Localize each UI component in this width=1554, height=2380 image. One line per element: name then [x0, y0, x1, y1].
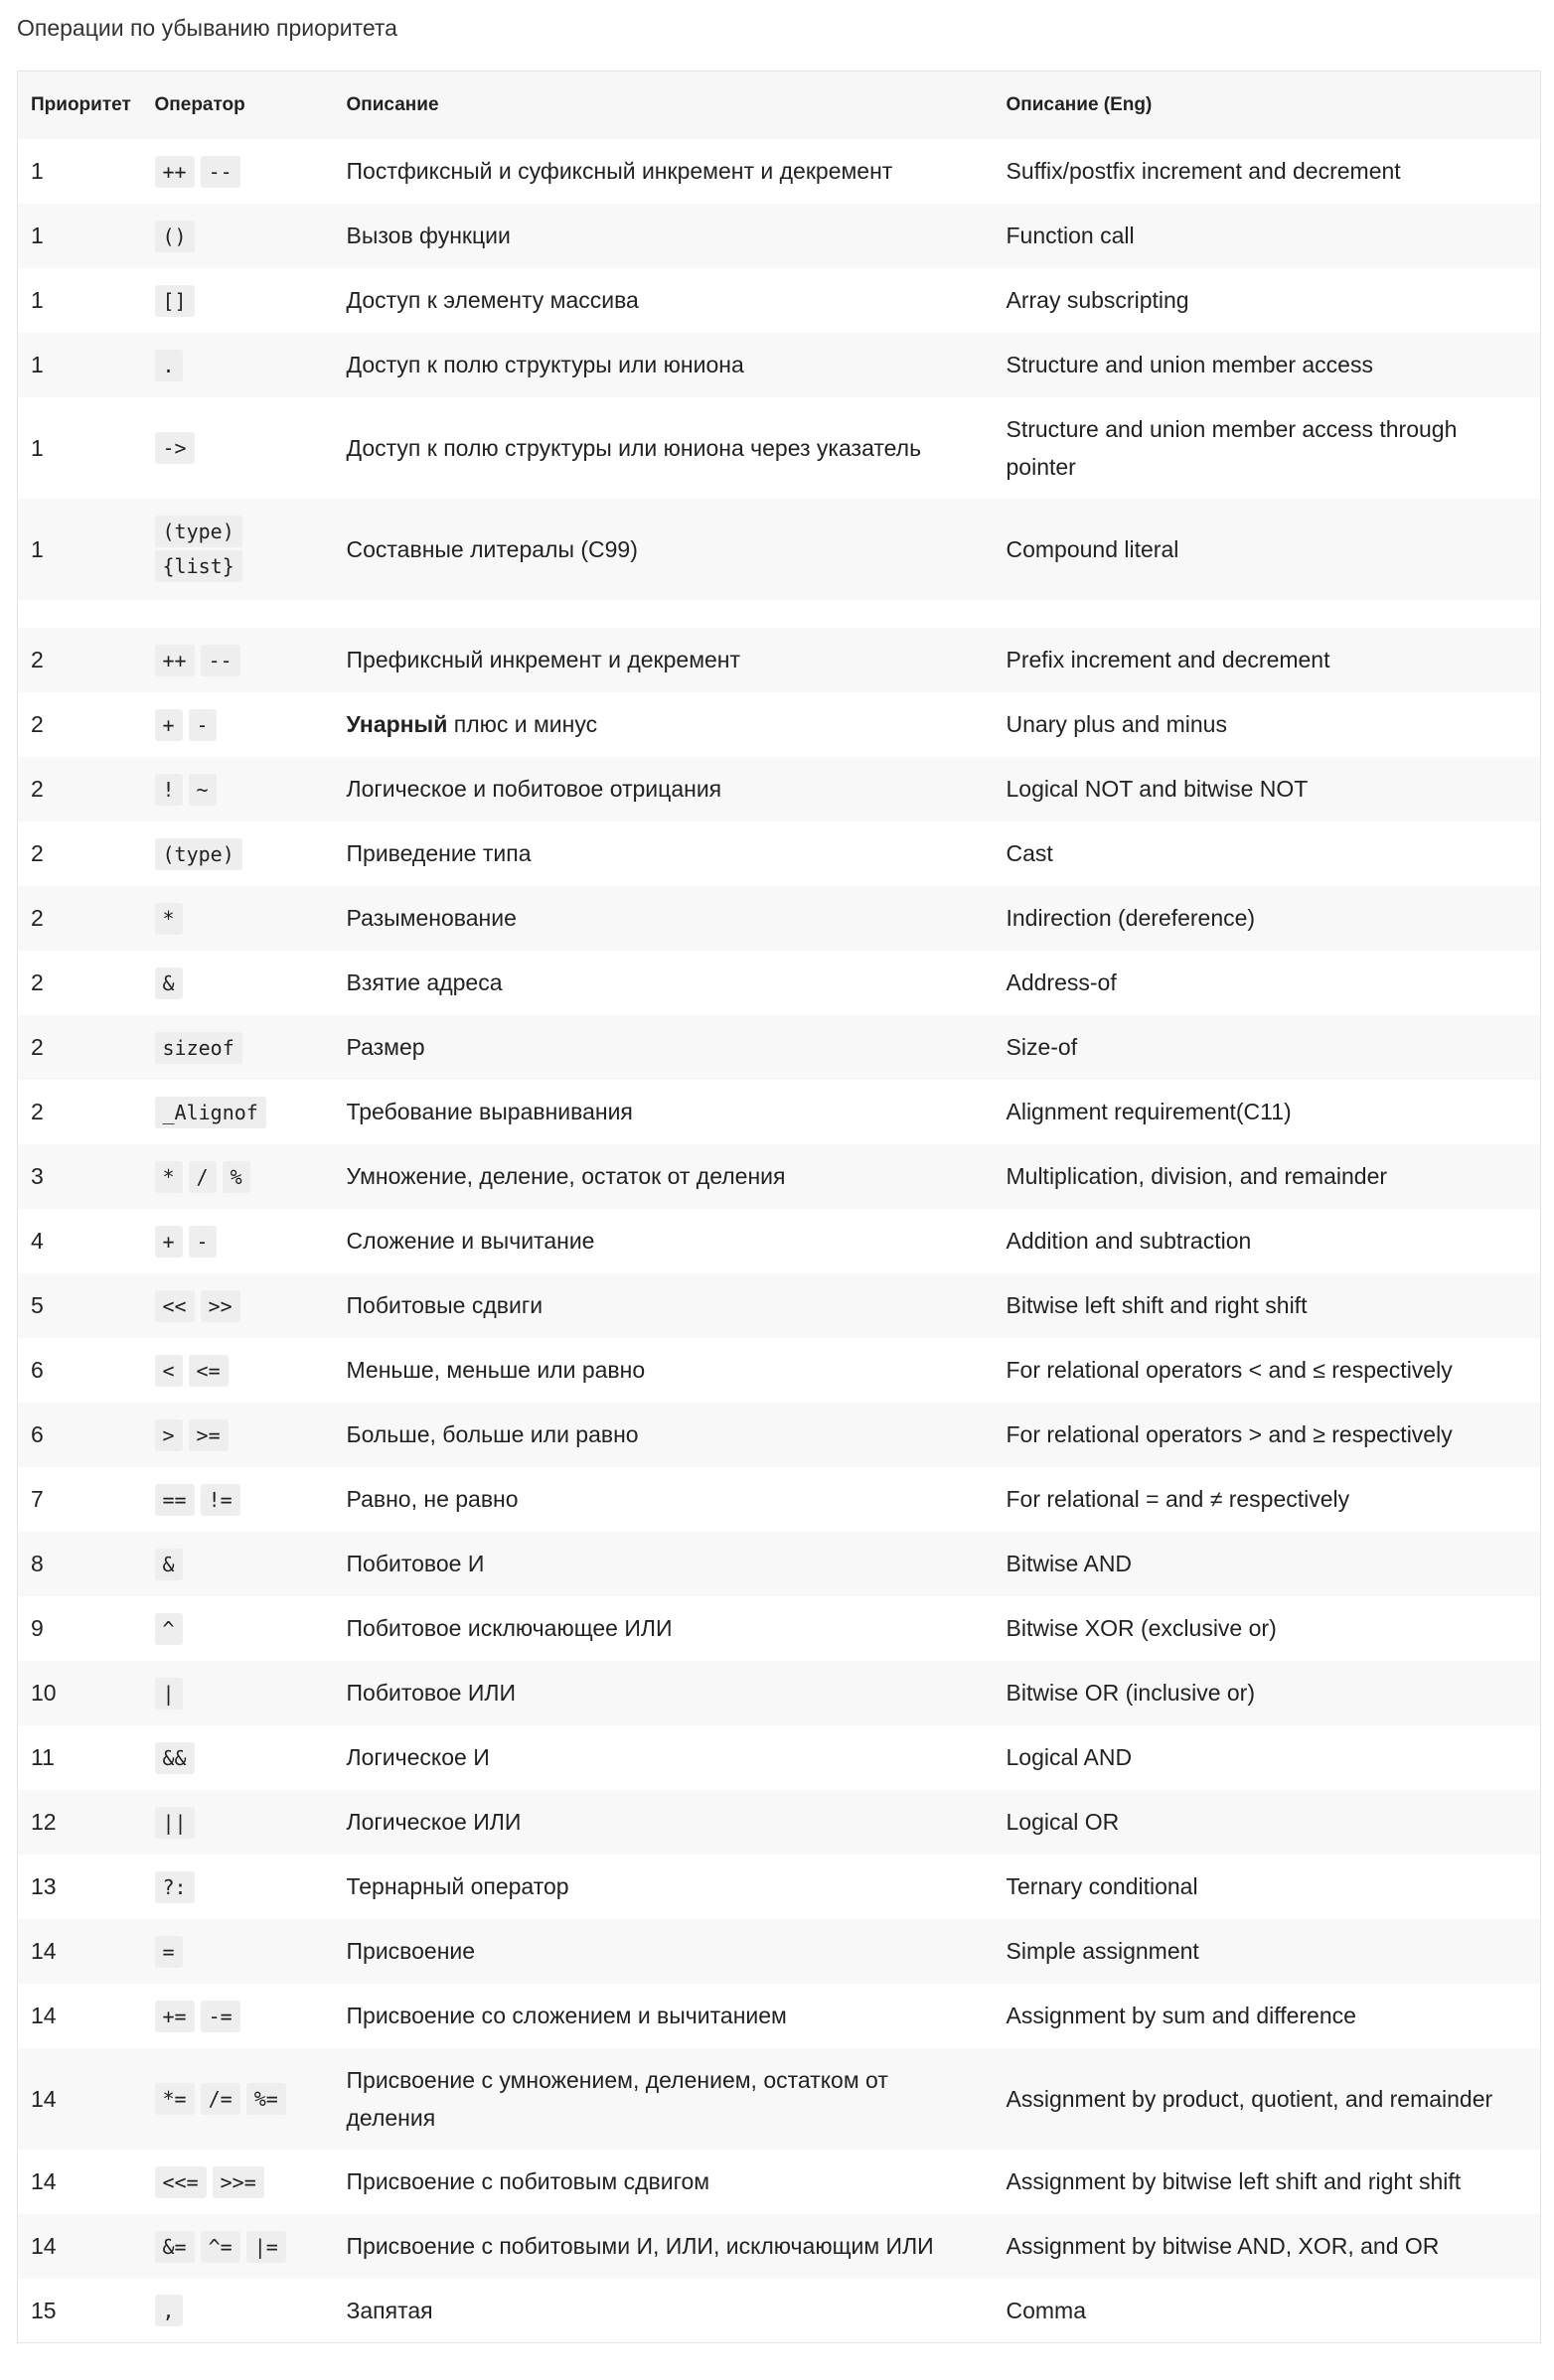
description-eng-cell: For relational = and ≠ respectively	[1006, 1486, 1350, 1512]
operator-cell	[142, 1661, 334, 1725]
table-spacer-row	[18, 600, 1541, 628]
operator-cell	[142, 204, 334, 268]
operator-code: (type)	[155, 838, 242, 870]
description-text: Присвоение с побитовым сдвигом	[346, 2168, 710, 2194]
description-cell	[334, 1661, 994, 1725]
description-text: плюс и минус	[447, 711, 598, 737]
operator-code: /=	[201, 2083, 240, 2115]
description-eng-cell: Logical AND	[1006, 1744, 1133, 1770]
priority-cell: 2	[31, 776, 44, 802]
description-eng-cell: Assignment by bitwise left shift and right shift	[1006, 2168, 1462, 2194]
operator-precedence-table	[17, 71, 1541, 2343]
operator-cell	[142, 499, 334, 600]
operator-code: &	[155, 967, 183, 999]
description-text: Логическое ИЛИ	[346, 1809, 522, 1835]
description-eng-cell: Suffix/postfix increment and decrement	[1006, 158, 1401, 184]
table-row	[18, 2150, 1541, 2214]
description-cell	[334, 628, 994, 692]
table-row	[18, 333, 1541, 397]
operator-cell	[142, 757, 334, 821]
description-cell	[334, 1596, 994, 1661]
priority-cell: 2	[31, 840, 44, 866]
operator-code: <	[155, 1355, 183, 1387]
header-operator: Оператор	[142, 72, 334, 139]
priority-cell: 12	[31, 1809, 57, 1835]
operator-cell	[142, 692, 334, 757]
description-eng-cell: Unary plus and minus	[1006, 711, 1227, 737]
description-cell	[334, 2214, 994, 2279]
operator-cell	[142, 139, 334, 204]
operator-cell	[142, 1919, 334, 1984]
description-eng-cell: Simple assignment	[1006, 1938, 1199, 1964]
table-caption: Операции по убыванию приоритета	[17, 15, 397, 41]
description-text: Приведение типа	[346, 840, 532, 866]
description-text: Постфиксный и суфиксный инкремент и декремент	[346, 158, 893, 184]
header-description: Описание	[334, 72, 994, 139]
description-eng-cell: Array subscripting	[1006, 287, 1189, 313]
description-text: Присвоение с умножением, делением, остатком от деления	[346, 2066, 895, 2131]
description-eng-cell: Indirection (dereference)	[1006, 905, 1256, 931]
operator-code: *=	[155, 2083, 195, 2115]
description-cell	[334, 1015, 994, 1080]
operator-code: <=	[189, 1355, 229, 1387]
spacer-cell	[334, 600, 994, 628]
table-row	[18, 499, 1541, 600]
table-row	[18, 1080, 1541, 1144]
table-row	[18, 1467, 1541, 1532]
header-description-eng: Описание (Eng)	[994, 72, 1541, 139]
table-row	[18, 1661, 1541, 1725]
table-row	[18, 1338, 1541, 1403]
description-eng-cell: Logical OR	[1006, 1809, 1120, 1835]
description-cell	[334, 139, 994, 204]
operator-code: ~	[189, 774, 217, 806]
priority-cell: 1	[31, 352, 44, 377]
operator-code: []	[155, 285, 195, 317]
description-text: Доступ к полю структуры или юниона через указатель	[346, 434, 922, 461]
table-row	[18, 1209, 1541, 1273]
operator-cell	[142, 1015, 334, 1080]
priority-cell: 2	[31, 647, 44, 672]
description-text: Больше, больше или равно	[346, 1421, 639, 1447]
description-eng-cell: Assignment by product, quotient, and remainder	[1006, 2085, 1493, 2112]
description-cell	[334, 1403, 994, 1467]
operator-cell	[142, 2150, 334, 2214]
description-eng-cell: For relational operators > and ≥ respectively	[1006, 1421, 1453, 1447]
operator-code: >=	[189, 1419, 229, 1451]
description-text: Доступ к полю структуры или юниона	[346, 352, 744, 377]
description-text: Присвоение с побитовыми И, ИЛИ, исключающим ИЛИ	[346, 2233, 934, 2259]
description-eng-cell: Multiplication, division, and remainder	[1006, 1163, 1388, 1189]
priority-cell: 14	[31, 2085, 57, 2112]
priority-cell: 2	[31, 1099, 44, 1124]
description-cell	[334, 1467, 994, 1532]
operator-cell	[142, 1403, 334, 1467]
description-text: Тернарный оператор	[346, 1873, 569, 1899]
operator-code: ,	[155, 2295, 183, 2326]
operator-code: _Alignof	[155, 1097, 266, 1128]
priority-cell: 1	[31, 434, 44, 461]
description-text: Умножение, деление, остаток от деления	[346, 1163, 786, 1189]
operator-code: ()	[155, 221, 195, 252]
spacer-cell	[994, 600, 1541, 628]
operator-cell	[142, 1790, 334, 1855]
operator-code: &=	[155, 2231, 195, 2263]
operator-cell	[142, 333, 334, 397]
description-text: Размер	[346, 1034, 425, 1060]
operator-code: !	[155, 774, 183, 806]
table-row	[18, 1919, 1541, 1984]
operator-code: &	[155, 1549, 183, 1580]
operator-code: >>=	[213, 2166, 264, 2198]
description-text: Меньше, меньше или равно	[346, 1357, 646, 1383]
operator-cell	[142, 1273, 334, 1338]
operator-cell	[142, 1144, 334, 1209]
table-row	[18, 692, 1541, 757]
description-text: Вызов функции	[346, 223, 511, 248]
table-row	[18, 397, 1541, 499]
description-eng-cell: Assignment by sum and difference	[1006, 2003, 1356, 2028]
description-cell	[334, 1338, 994, 1403]
operator-cell	[142, 1080, 334, 1144]
operator-code: ^=	[201, 2231, 240, 2263]
operator-code: *	[155, 903, 183, 935]
description-cell	[334, 886, 994, 951]
priority-cell: 1	[31, 535, 44, 562]
table-row	[18, 1015, 1541, 1080]
operator-code: /	[189, 1161, 217, 1193]
description-cell	[334, 2279, 994, 2343]
description-cell	[334, 757, 994, 821]
description-cell	[334, 692, 994, 757]
operator-cell	[142, 821, 334, 886]
operator-code: sizeof	[155, 1032, 242, 1064]
operator-cell	[142, 886, 334, 951]
description-text: Составные литералы (C99)	[346, 535, 638, 562]
operator-code: +	[155, 709, 183, 741]
priority-cell: 3	[31, 1163, 44, 1189]
description-cell	[334, 268, 994, 333]
description-text: Требование выравнивания	[346, 1099, 633, 1124]
operator-code: |=	[246, 2231, 286, 2263]
description-cell	[334, 1855, 994, 1919]
table-row	[18, 2048, 1541, 2150]
operator-code: --	[201, 645, 240, 676]
description-eng-cell: Structure and union member access	[1006, 352, 1373, 377]
description-cell	[334, 2150, 994, 2214]
description-text: Взятие адреса	[346, 969, 503, 995]
operator-code: ==	[155, 1484, 195, 1516]
table-row	[18, 204, 1541, 268]
operator-code: ||	[155, 1807, 195, 1839]
operator-code: ->	[155, 432, 195, 464]
description-cell	[334, 821, 994, 886]
operator-cell	[142, 2048, 334, 2150]
description-text: Равно, не равно	[346, 1486, 519, 1512]
description-cell	[334, 333, 994, 397]
operator-code: -	[189, 1226, 217, 1258]
description-text: Префиксный инкремент и декремент	[346, 647, 741, 672]
table-body	[18, 139, 1541, 2343]
priority-cell: 2	[31, 711, 44, 737]
description-eng-cell: Function call	[1006, 223, 1135, 248]
table-row	[18, 628, 1541, 692]
operator-code: <<	[155, 1290, 195, 1322]
operator-cell	[142, 1467, 334, 1532]
operator-code: %=	[246, 2083, 286, 2115]
description-eng-cell: Address-of	[1006, 969, 1117, 995]
operator-code: %	[223, 1161, 250, 1193]
description-cell	[334, 1532, 994, 1596]
description-text: Сложение и вычитание	[346, 1228, 595, 1254]
table-row	[18, 757, 1541, 821]
table-row	[18, 1790, 1541, 1855]
description-cell	[334, 1209, 994, 1273]
operator-code: >	[155, 1419, 183, 1451]
header-priority: Приоритет	[18, 72, 142, 139]
description-eng-cell: Comma	[1006, 2297, 1087, 2323]
spacer-cell	[142, 600, 334, 628]
priority-cell: 2	[31, 905, 44, 931]
description-eng-cell: Size-of	[1006, 1034, 1078, 1060]
table-row	[18, 1144, 1541, 1209]
description-eng-cell: Assignment by bitwise AND, XOR, and OR	[1006, 2233, 1440, 2259]
description-cell	[334, 204, 994, 268]
spacer-cell	[18, 600, 142, 628]
description-cell	[334, 1725, 994, 1790]
operator-cell	[142, 2214, 334, 2279]
table-row	[18, 886, 1541, 951]
priority-cell: 14	[31, 2168, 57, 2194]
description-text: Запятая	[346, 2297, 433, 2323]
description-text: Побитовое И	[346, 1551, 485, 1576]
description-eng-cell: Cast	[1006, 840, 1053, 866]
priority-cell: 6	[31, 1357, 44, 1383]
table-row	[18, 1403, 1541, 1467]
priority-cell: 1	[31, 223, 44, 248]
description-bold-text: Унарный	[346, 711, 448, 737]
priority-cell: 7	[31, 1486, 44, 1512]
table-row	[18, 268, 1541, 333]
description-cell	[334, 1273, 994, 1338]
description-cell	[334, 951, 994, 1015]
operator-code: ++	[155, 645, 195, 676]
operator-code: *	[155, 1161, 183, 1193]
table-row	[18, 139, 1541, 204]
description-eng-cell: Structure and union member access through pointer	[1006, 415, 1458, 480]
priority-cell: 5	[31, 1292, 44, 1318]
priority-cell: 1	[31, 287, 44, 313]
priority-cell: 14	[31, 1938, 57, 1964]
priority-cell: 14	[31, 2233, 57, 2259]
operator-code: -=	[201, 2001, 240, 2032]
operator-cell	[142, 1338, 334, 1403]
priority-cell: 2	[31, 1034, 44, 1060]
description-eng-cell: Ternary conditional	[1006, 1873, 1198, 1899]
operator-cell	[142, 397, 334, 499]
priority-cell: 6	[31, 1421, 44, 1447]
operator-code: !=	[201, 1484, 240, 1516]
operator-cell	[142, 1725, 334, 1790]
priority-cell: 1	[31, 158, 44, 184]
operator-code: -	[189, 709, 217, 741]
operator-code: (type)	[155, 516, 242, 547]
operator-code: --	[201, 156, 240, 188]
description-cell	[334, 1080, 994, 1144]
description-eng-cell: Alignment requirement(C11)	[1006, 1099, 1292, 1124]
operator-code: +=	[155, 2001, 195, 2032]
description-cell	[334, 2048, 994, 2150]
operator-code: <<=	[155, 2166, 207, 2198]
operator-code: ^	[155, 1613, 183, 1645]
operator-cell	[142, 1984, 334, 2048]
priority-cell: 13	[31, 1873, 57, 1899]
priority-cell: 2	[31, 969, 44, 995]
description-cell	[334, 1919, 994, 1984]
table-row	[18, 821, 1541, 886]
operator-code: +	[155, 1226, 183, 1258]
operator-cell	[142, 1209, 334, 1273]
operator-code: >>	[201, 1290, 240, 1322]
description-text: Побитовое исключающее ИЛИ	[346, 1615, 673, 1641]
description-cell	[334, 1790, 994, 1855]
priority-cell: 15	[31, 2297, 57, 2323]
operator-code: &&	[155, 1742, 195, 1774]
description-eng-cell: Bitwise AND	[1006, 1551, 1133, 1576]
operator-cell	[142, 1596, 334, 1661]
description-eng-cell: Bitwise XOR (exclusive or)	[1006, 1615, 1277, 1641]
priority-cell: 10	[31, 1680, 57, 1706]
priority-cell: 4	[31, 1228, 44, 1254]
table-row	[18, 2279, 1541, 2343]
operator-code: ?:	[155, 1871, 195, 1903]
description-text: Побитовые сдвиги	[346, 1292, 544, 1318]
operator-cell	[142, 1855, 334, 1919]
description-cell	[334, 397, 994, 499]
table-row	[18, 951, 1541, 1015]
priority-cell: 14	[31, 2003, 57, 2028]
description-eng-cell: Bitwise OR (inclusive or)	[1006, 1680, 1255, 1706]
description-text: Логическое и побитовое отрицания	[346, 776, 722, 802]
description-cell	[334, 1984, 994, 2048]
operator-cell	[142, 951, 334, 1015]
operator-code: .	[155, 350, 183, 381]
operator-cell	[142, 2279, 334, 2343]
description-cell	[334, 1144, 994, 1209]
operator-cell	[142, 628, 334, 692]
description-text: Присвоение	[346, 1938, 476, 1964]
description-text: Побитовое ИЛИ	[346, 1680, 517, 1706]
description-cell	[334, 499, 994, 600]
description-text: Разыменование	[346, 905, 517, 931]
operator-cell	[142, 268, 334, 333]
priority-cell: 8	[31, 1551, 44, 1576]
table-row	[18, 1984, 1541, 2048]
description-text: Доступ к элементу массива	[346, 287, 639, 313]
table-row	[18, 1596, 1541, 1661]
description-eng-cell: Addition and subtraction	[1006, 1228, 1252, 1254]
priority-cell: 9	[31, 1615, 44, 1641]
operator-code: |	[155, 1678, 183, 1710]
operator-code: ++	[155, 156, 195, 188]
description-text: Присвоение со сложением и вычитанием	[346, 2003, 787, 2028]
table-row	[18, 2214, 1541, 2279]
operator-cell	[142, 1532, 334, 1596]
description-eng-cell: Prefix increment and decrement	[1006, 647, 1330, 672]
description-text: Логическое И	[346, 1744, 490, 1770]
table-header-row	[18, 72, 1541, 139]
operator-code: {list}	[155, 550, 242, 582]
description-eng-cell: Bitwise left shift and right shift	[1006, 1292, 1308, 1318]
table-row	[18, 1532, 1541, 1596]
description-eng-cell: Logical NOT and bitwise NOT	[1006, 776, 1309, 802]
description-eng-cell: Compound literal	[1006, 535, 1179, 562]
table-row	[18, 1855, 1541, 1919]
priority-cell: 11	[31, 1744, 55, 1770]
table-row	[18, 1273, 1541, 1338]
table-row	[18, 1725, 1541, 1790]
operator-code: =	[155, 1936, 183, 1968]
description-eng-cell: For relational operators < and ≤ respectively	[1006, 1357, 1453, 1383]
